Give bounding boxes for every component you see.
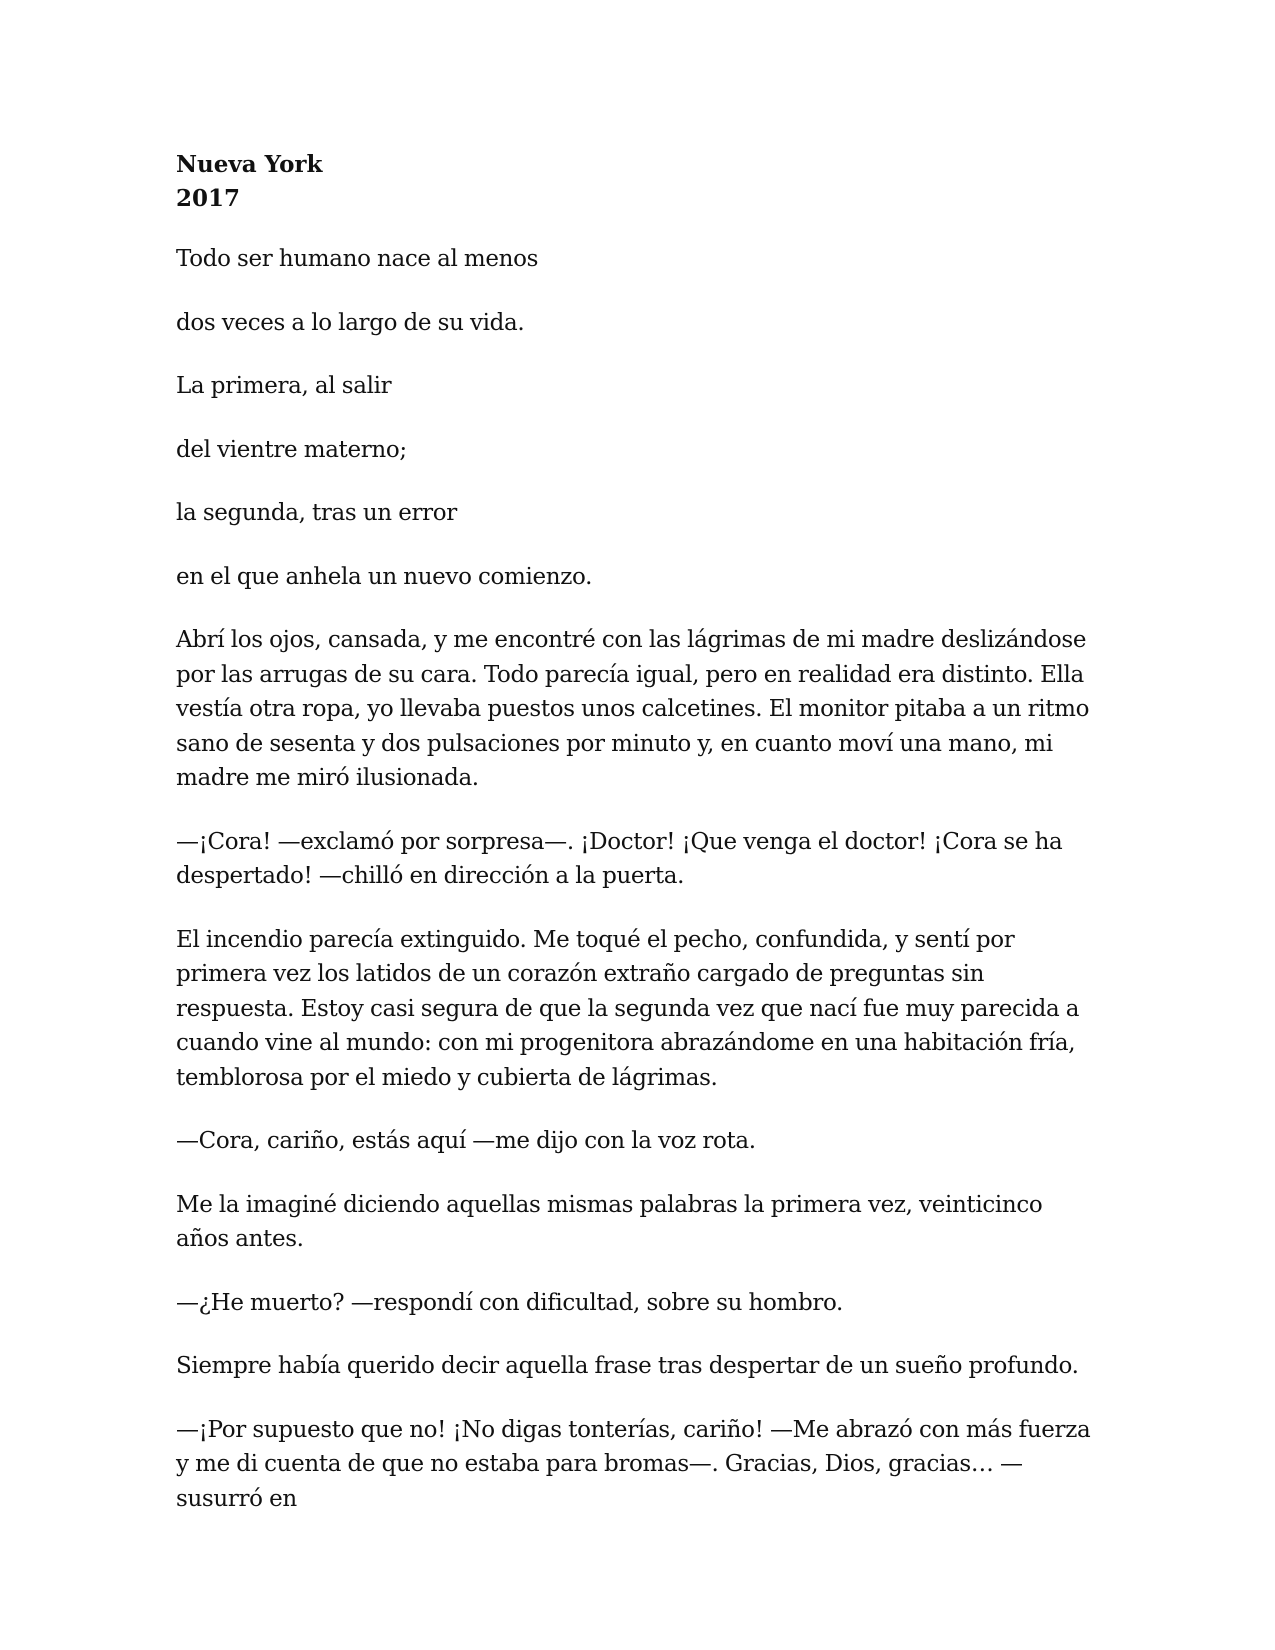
paragraph-3: La primera, al salir: [176, 373, 392, 399]
paragraph-1: Todo ser humano nace al menos: [176, 246, 539, 272]
page-content: [176, 148, 1101, 1545]
paragraph-9: El incendio parecía extinguido. Me toqué el pecho, confundida, y sentí por primera vez los latidos de un corazón extraño cargado de preguntas sin respuesta. Estoy casi segura de que la segunda vez que nací fue muy parecida a cuando vine al mundo: con mi progenitora abrazándome en una habitación fría, temblorosa por el miedo y cubierta de lágrimas.: [176, 926, 1080, 1091]
paragraph-2: dos veces a lo largo de su vida.: [176, 309, 525, 336]
paragraph-11: Me la imaginé diciendo aquellas mismas palabras la primera vez, veinticinco años antes.: [176, 1191, 1043, 1252]
paragraph-7: Abrí los ojos, cansada, y me encontré con las lágrimas de mi madre deslizándose por las arrugas de su cara. Todo parecía igual, pero en realidad era distinto. Ella vestía otra ropa, yo llevaba puestos unos calcetines. El monitor pitaba a un ritmo sano de sesenta y dos pulsaciones por minuto y, en cuanto moví una mano, mi madre me miró ilusionada.: [176, 627, 1090, 791]
chapter-heading: [176, 148, 1101, 216]
paragraph-14: —¡Por supuesto que no! ¡No digas tonterías, cariño! —Me abrazó con más fuerza y me di cuenta de que no estaba para bromas—. Gracias, Dios, gracias… —susurró en: [176, 1416, 1091, 1512]
paragraph-8: —¡Cora! —exclamó por sorpresa—. ¡Doctor! ¡Que venga el doctor! ¡Cora se ha despertado! —chilló en dirección a la puerta.: [176, 828, 1063, 889]
paragraph-4: del vientre materno;: [176, 436, 407, 463]
heading-year: 2017: [176, 185, 241, 212]
paragraph-5: la segunda, tras un error: [176, 500, 457, 526]
paragraph-13: Siempre había querido decir aquella frase tras despertar de un sueño profundo.: [176, 1353, 1079, 1379]
paragraph-12: —¿He muerto? —respondí con dificultad, sobre su hombro.: [176, 1289, 844, 1316]
paragraph-6: en el que anhela un nuevo comienzo.: [176, 563, 593, 590]
paragraph-10: —Cora, cariño, estás aquí —me dijo con la voz rota.: [176, 1128, 756, 1154]
heading-place: Nueva York: [176, 151, 323, 178]
